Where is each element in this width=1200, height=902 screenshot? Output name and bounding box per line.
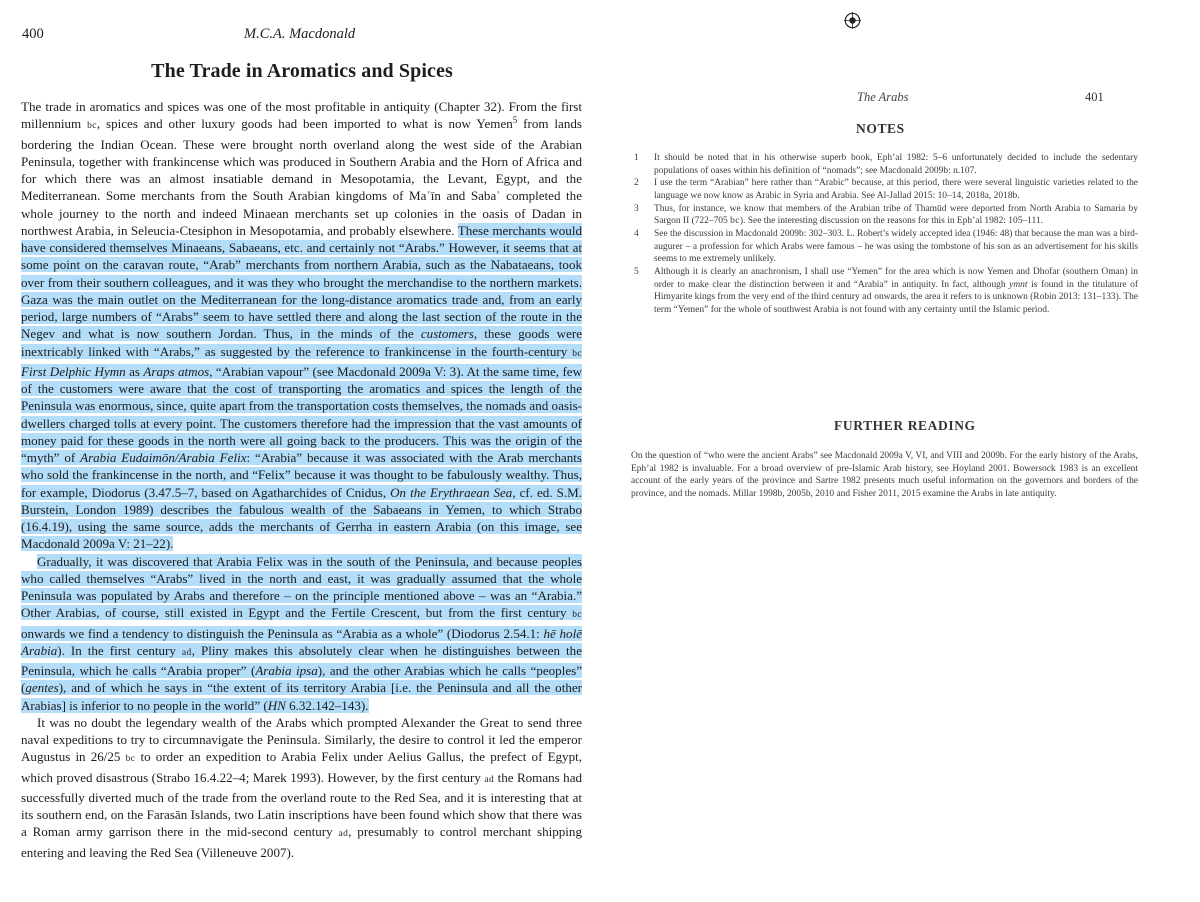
notes-list	[630, 152, 1138, 317]
note-item	[630, 228, 1138, 266]
running-head-author: M.C.A. Macdonald	[244, 26, 356, 42]
note-item	[630, 152, 1138, 177]
note-number: 5	[634, 266, 639, 277]
further-reading-heading: FURTHER READING	[834, 418, 976, 433]
note-text: See the discussion in Macdonald 2009b: 302–303. L. Robert’s widely accepted idea (1946: 48) that because the man was a bird-augurer – a profession for which Arabs were famous – he was using the tombstone of his son as an advertisement for his skills seems to me extremely unlikely.	[654, 228, 1138, 265]
note-item	[630, 177, 1138, 202]
highlighted-passage-2[interactable]: Gradually, it was discovered that Arabia Felix was in the south of the Peninsula, and because peoples who called themselves “Arabs” lived in the north and east, it was gradually assumed that the whole Peninsula was populated by Arabs and therefore – on the principle mentioned above – was an “Arabia.” Other Arabias, of course, still existed in Egypt and the Fertile Crescent, but from the first century bc onwards we find a tendency to distinguish the Peninsula as “Arabia as a whole” (Diodorus 2.54.1: hē holē Arabia). In the first century ad, Pliny makes this absolutely clear when he distinguishes between the Peninsula, which he calls “Arabia proper” (Arabia ipsa), and the other Arabias which he calls “peoples” (gentes), and of which he says in “the extent of its territory Arabia [i.e. the Peninsula and all the other Arabias] is inferior to no people in the world” (HN 6.32.142–143).	[21, 553, 582, 713]
right-page	[600, 0, 1200, 902]
note-text: Thus, for instance, we know that members of the Arabian tribe of Thamūd were deported from North Arabia to Samaria by Sargon II (722–705 bc). See the interesting discussion on the reasons for this in Eph’al 1982: 105–111.	[654, 203, 1138, 227]
note-number: 1	[634, 153, 639, 163]
note-text: Although it is clearly an anachronism, I shall use “Yemen” for the area which is now Yemen and Dhofar (southern Oman) in order to make clear the distinction between it and “Arabia” in antiquity. In fact, although ymnt is found in the titulature of Himyarite kings from the very end of the third century ad onwards, the area it refers to is unknown (Robin 2013: 131–133). The term “Yemen” for the whole of southwest Arabia is not found with any certainty until the Islamic period.	[654, 266, 1138, 315]
note-item	[630, 203, 1138, 228]
notes-heading: NOTES	[856, 121, 905, 136]
paragraph-3: It was no doubt the legendary wealth of the Arabs which prompted Alexander the Great to send three naval expeditions to try to circumnavigate the Peninsula. Similarly, the desire to control it led the emperor Augustus in 26/25 bc to order an expedition to Arabia Felix under Aelius Gallus, the prefect of Egypt, which proved disastrous (Strabo 16.4.22–4; Marek 1993). However, by the first century ad the Romans had successfully diverted much of the trade from the overland route to the Red Sea, and it is interesting that at its southern end, on the Farasān Islands, two Latin inscriptions have been found which show that there was a Roman army garrison there in the mid-second century ad, presumably to control merchant shipping entering and leaving the Red Sea (Villeneuve 2007).	[21, 714, 583, 860]
note-item	[630, 266, 1138, 317]
highlighted-passage-1[interactable]: These merchants would have considered themselves Minaeans, Sabaeans, etc. and certainly not “Arabs.” However, it seems that at some point on the caravan route, “Arab” merchants from northern Arabia, such as the Nabataeans, took over from their southern colleagues, and it was they who brought the merchandise to the northern markets. Gaza was the main outlet on the Mediterranean for the long-distance aromatics trade and, from an early period, large numbers of “Arabs” seem to have settled there and along the last section of the route in the Negev and what is now southern Jordan. Thus, in the minds of the customers, these goods were inextricably linked with “Arabs,” as suggested by the reference to frankincense in the fourth-century bc First Delphic Hymn as Araps atmos, “Arabian vapour” (see Macdonald 2009a V: 3). At the same time, few of the customers were aware that the cost of transporting the aromatics and spices the length of the Peninsula was enormous, since, quite apart from the transportation costs themselves, the nomads and oasis-dwellers charged tolls at every point. The customers therefore had the impression that the vast amounts of money paid for these goods in the north were all going back to the producers. This was the origin of the “myth” of Arabia Eudaimōn/Arabia Felix: “Arabia” because it was associated with the Arab merchants who sold the frankincense in the north, and “Felix” because it was thought to be fabulously wealthy. Thus, for example, Diodorus (3.47.5–7, based on Agatharchides of Cnidus, On the Erythraean Sea, cf. ed. S.M. Burstein, London 1989) describes the fabulous wealth of the Sabaeans in Yemen, to which Strabo (16.4.19), using the same source, adds the merchants of Gerrha in eastern Arabia (on this image, see Macdonald 2009a V: 21–22).	[21, 222, 582, 552]
further-reading-text: On the question of “who were the ancient Arabs” see Macdonald 2009a V, VI, and VIII and 2009b. For the early history of the Arabs, Eph’al 1982 is invaluable. For a broad overview of pre-Islamic Arab history, see Hoyland 2001. Bowersock 1983 is an excellent account of the early years of the province and Sartre 1982 presents much useful information on the governors and borders of the province, and the nomads. Millar 1998b, 2005b, 2010 and Fisher 2011, 2015 examine the Arabs in late antiquity.	[631, 451, 1138, 499]
note-number: 2	[634, 178, 639, 189]
body-text	[21, 98, 582, 861]
note-text: I use the term “Arabian” here rather than “Arabic” because, at this period, there were several linguistic varieties related to the language we now know as Arabic in Syria and Arabia. See Al-Jallad 2015: 10–14, 2018a, 2018b.	[654, 178, 1138, 201]
running-head-title: The Arabs	[857, 90, 909, 104]
note-number: 3	[634, 203, 639, 214]
note-text: It should be noted that in his otherwise superb book, Eph’al 1982: 5–6 unfortunately decided to include the sedentary populations of oases within his definition of “nomads”; see Macdonald 2009b: n.107.	[654, 153, 1138, 176]
crosshair-target-icon	[844, 12, 861, 29]
note-number: 4	[634, 228, 639, 239]
page-number: 400	[22, 26, 44, 42]
section-title: The Trade in Aromatics and Spices	[151, 60, 453, 82]
paragraph-2	[21, 553, 582, 714]
footnote-ref-5[interactable]: 5	[512, 115, 518, 126]
paragraph-1: The trade in aromatics and spices was one of the most profitable in antiquity (Chapter 32). From the first millennium bc, spices and other luxury goods had been imported to what is now Yemen$^5$ from lands bordering the Indian Ocean. These were brought north overland along the west side of the Arabian Peninsula, together with frankincense which was produced in Southern Arabia and the Horn of Africa and for which there was an almost insatiable demand in Mesopotamia, the Levant, Egypt, and the Mediterranean. Some merchants from the South Arabian kingdoms of Maʿīn and Sabaʾ completed the whole journey to the north and indeed Minaean merchants set up colonies in the oasis of Dadan in northwest Arabia, in Seleucia-Ctesiphon in Mesopotamia, and probably elsewhere. These merchants would have considered themselves Minaeans, Sabaeans, etc. and certainly not “Arabs.” However, it seems that at some point on the caravan route, “Arab” merchants from northern Arabia, such as the Nabataeans, took over from their southern colleagues, and it was they who brought the merchandise to the northern markets. Gaza was the main outlet on the Mediterranean for the long-distance aromatics trade and, from an early period, large numbers of “Arabs” seem to have settled there and along the last section of the route in the Negev and what is now southern Jordan. Thus, in the minds of the customers, these goods were inextricably linked with “Arabs,” as suggested by the reference to frankincense in the fourth-century bc First Delphic Hymn as Araps atmos, “Arabian vapour” (see Macdonald 2009a V: 3). At the same time, few of the customers were aware that the cost of transporting the aromatics and spices the length of the Peninsula was enormous, since, quite apart from the transportation costs themselves, the nomads and oasis-dwellers charged tolls at every point. The customers therefore had the impression that the vast amounts of money paid for these goods in the north were all going back to the producers. This was the origin of the “myth” of Arabia Eudaimōn/Arabia Felix: “Arabia” because it was associated with the Arab merchants who sold the frankincense in the north, and “Felix” because it was thought to be fabulously wealthy. Thus, for example, Diodorus (3.47.5–7, based on Agatharchides of Cnidus, On the Erythraean Sea, cf. ed. S.M. Burstein, London 1989) describes the fabulous wealth of the Sabaeans in Yemen, to which Strabo (16.4.19), using the same source, adds the merchants of Gerrha in eastern Arabia (on this image, see Macdonald 2009a V: 21–22).	[21, 99, 582, 552]
page-number: 401	[1085, 90, 1104, 104]
